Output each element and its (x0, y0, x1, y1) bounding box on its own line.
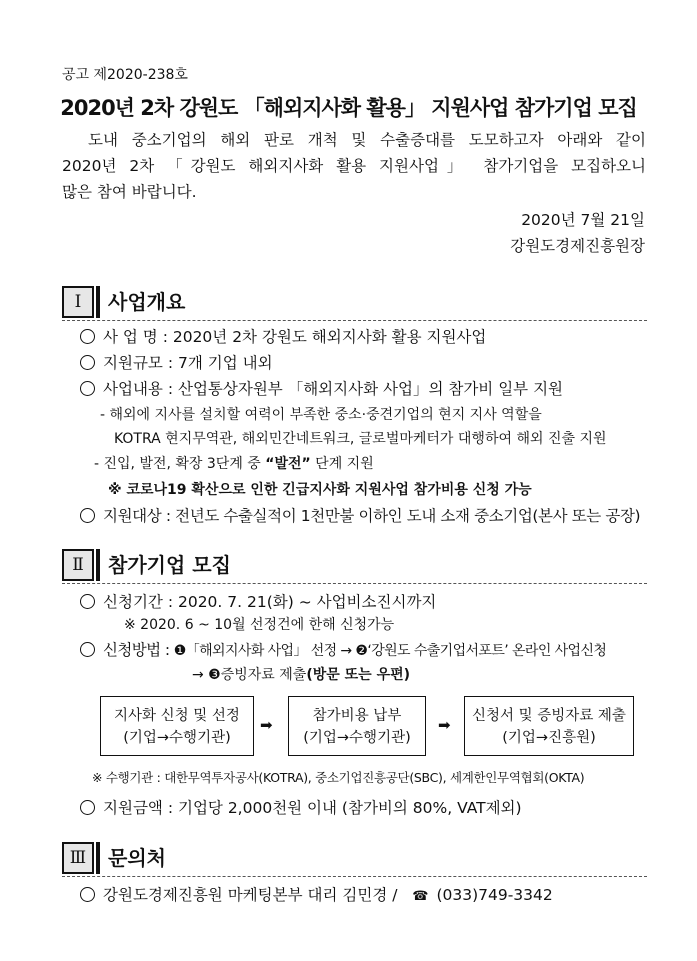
method-step (192, 664, 410, 684)
note-text: ※ 2020. 6 ~ 10월 선정건에 한해 신청가능 (124, 617, 395, 633)
method-step-text: → ❸증빙자료 제출 (192, 667, 307, 683)
phone-icon: ☎ (412, 889, 429, 904)
section-heading: 문의처 (108, 846, 166, 870)
section-divider-bar (96, 549, 100, 581)
sub-item (94, 453, 374, 473)
list-item (80, 590, 436, 612)
sub-item: KOTRA 현지무역관, 해외민간네트워크, 글로벌마케터가 대행하여 해외 진출 지원 (114, 431, 607, 447)
section-number: Ⅱ (62, 549, 94, 581)
page-title: 2020년 2차 강원도 「해외지사화 활용」 지원사업 참가기업 모집 (60, 96, 637, 120)
list-item (80, 325, 486, 347)
item-text: 사업내용 : 산업통상자원부 「해외지사화 사업」의 참가비 일부 지원 (103, 380, 564, 398)
section-divider-bar (96, 286, 100, 318)
flow-step-box (288, 696, 426, 756)
flow-step-box (464, 696, 634, 756)
right-arrow-icon: ➡ (438, 716, 451, 734)
flow-step-sub: (기업→수행기관) (123, 730, 231, 746)
agency-note: ※ 수행기관 : 대한무역투자공사(KOTRA), 중소기업진흥공단(SBC), 세계한인무역협회(OKTA) (92, 770, 585, 785)
method-step: ❶「해외지사화 사업」 선정 → (173, 643, 356, 659)
sub-item: - 해외에 지사를 설치할 여력이 부족한 중소·중견기업의 현지 지사 역할을 (100, 407, 542, 423)
section-rule (62, 876, 647, 877)
section-rule (62, 320, 647, 321)
flow-step-title: 참가비용 납부 (312, 708, 402, 724)
flow-step-sub: (기업→진흥원) (502, 730, 596, 746)
item-text: 신청기간 : 2020. 7. 21(화) ~ 사업비소진시까지 (103, 593, 437, 611)
item-text: 지원대상 : 전년도 수출실적이 1천만불 이하인 도내 소재 중소기업(본사 또는 공장) (103, 507, 641, 525)
sub-item-text: 단계 지원 (310, 456, 374, 472)
circle-bullet-icon (80, 329, 95, 344)
list-item (80, 377, 563, 399)
section-rule (62, 583, 647, 584)
circle-bullet-icon (80, 355, 95, 370)
section-heading: 사업개요 (108, 290, 186, 314)
item-text: 지원규모 : 7개 기업 내외 (103, 354, 273, 372)
contact-text: 강원도경제진흥원 마케팅본부 대리 김민경 / (103, 886, 398, 904)
contact-item (80, 883, 553, 905)
flow-step-title: 지사화 신청 및 선정 (114, 708, 240, 724)
intro-line: 많은 참여 바랍니다. (62, 183, 197, 201)
flow-step-box (100, 696, 254, 756)
list-item (80, 351, 273, 373)
phone-number: (033)749-3342 (436, 886, 553, 904)
circle-bullet-icon (80, 800, 95, 815)
circle-bullet-icon (80, 887, 95, 902)
notice-date: 2020년 7월 21일 (521, 211, 645, 229)
notice-number: 공고 제2020-238호 (62, 67, 188, 83)
intro-line: 도내 중소기업의 해외 판로 개척 및 수출증대를 도모하고자 아래와 같이 (88, 131, 646, 149)
intro-line: 2020년 2차 「강원도 해외지사화 활용 지원사업」 참가기업을 모집하오니 (62, 157, 646, 175)
section-number: Ⅲ (62, 842, 94, 874)
item-label: 신청방법 : (103, 641, 174, 659)
list-item (80, 796, 522, 818)
circle-bullet-icon (80, 594, 95, 609)
issuer-name: 강원도경제진흥원장 (510, 237, 645, 255)
section-divider-bar (96, 842, 100, 874)
circle-bullet-icon (80, 642, 95, 657)
flow-step-title: 신청서 및 증빙자료 제출 (472, 708, 626, 724)
right-arrow-icon: ➡ (260, 716, 273, 734)
circle-bullet-icon (80, 381, 95, 396)
section-heading: 참가기업 모집 (108, 553, 231, 577)
flow-step-sub: (기업→수행기관) (303, 730, 411, 746)
sub-item-emphasis: “발전” (265, 456, 311, 472)
method-step: ❷‘강원도 수출기업서포트’ 온라인 사업신청 (355, 643, 607, 659)
list-item (80, 638, 606, 660)
note-text: ※ 코로나19 확산으로 인한 긴급지사화 지원사업 참가비용 신청 가능 (108, 482, 532, 498)
item-text: 사 업 명 : 2020년 2차 강원도 해외지사화 활용 지원사업 (103, 328, 487, 346)
list-item (80, 504, 640, 526)
item-text: 지원금액 : 기업당 2,000천원 이내 (참가비의 80%, VAT제외) (103, 799, 522, 817)
section-number: Ⅰ (62, 286, 94, 318)
method-step-emphasis: (방문 또는 우편) (306, 667, 411, 683)
intro-paragraph (62, 127, 646, 205)
sub-item-text: - 진입, 발전, 확장 3단계 중 (94, 456, 266, 472)
circle-bullet-icon (80, 508, 95, 523)
